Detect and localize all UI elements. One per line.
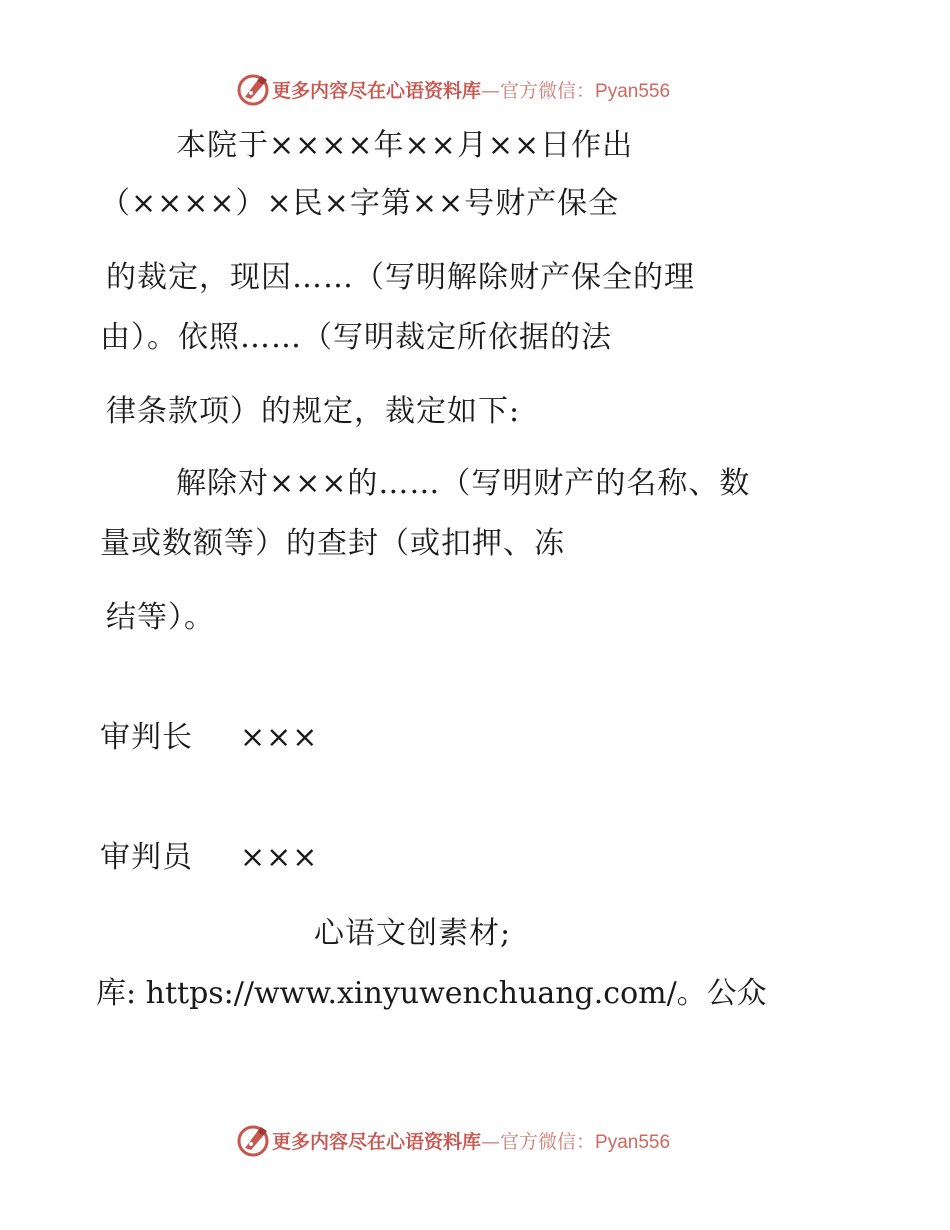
chief-judge-name: ×××: [240, 720, 319, 755]
body-line-2: （××××）×民×字第××号财产保全: [100, 186, 620, 221]
banner-text: [272, 76, 670, 103]
banner-wechat-id: Pyan556: [595, 80, 671, 102]
judge-label: 审判员: [100, 840, 193, 875]
body-line-8: 结等）。: [106, 600, 215, 635]
footer-line-1: 心语文创素材;: [314, 916, 512, 951]
pen-logo-icon: [236, 1123, 270, 1157]
judge-name: ×××: [240, 840, 319, 875]
banner-wechat-label: 官方微信：: [500, 79, 596, 102]
banner-main: 更多内容尽在心语资料库: [272, 79, 482, 102]
header-banner: [236, 71, 716, 107]
footer-banner: [236, 1122, 716, 1158]
banner-text: [272, 1127, 670, 1154]
body-line-5: 律条款项）的规定，裁定如下:: [106, 394, 521, 429]
banner-dash: —: [481, 79, 501, 102]
banner-main: 更多内容尽在心语资料库: [272, 1130, 482, 1153]
body-line-1: 本院于××××年××月××日作出: [176, 128, 634, 163]
footer-line-2: 库: https://www.xinyuwenchuang.com/。公众: [96, 976, 767, 1011]
body-line-3: 的裁定，现因……（写明解除财产保全的理: [106, 260, 695, 295]
body-line-7: 量或数额等）的查封（或扣押、冻: [100, 526, 565, 561]
chief-judge-label: 审判长: [100, 720, 193, 755]
body-line-6: 解除对×××的……（写明财产的名称、数: [176, 466, 751, 501]
banner-wechat-label: 官方微信：: [500, 1130, 596, 1153]
banner-dash: —: [481, 1130, 501, 1153]
banner-wechat-id: Pyan556: [595, 1131, 671, 1153]
body-line-4: 由）。依照……（写明裁定所依据的法: [100, 320, 612, 355]
pen-logo-icon: [236, 72, 270, 106]
